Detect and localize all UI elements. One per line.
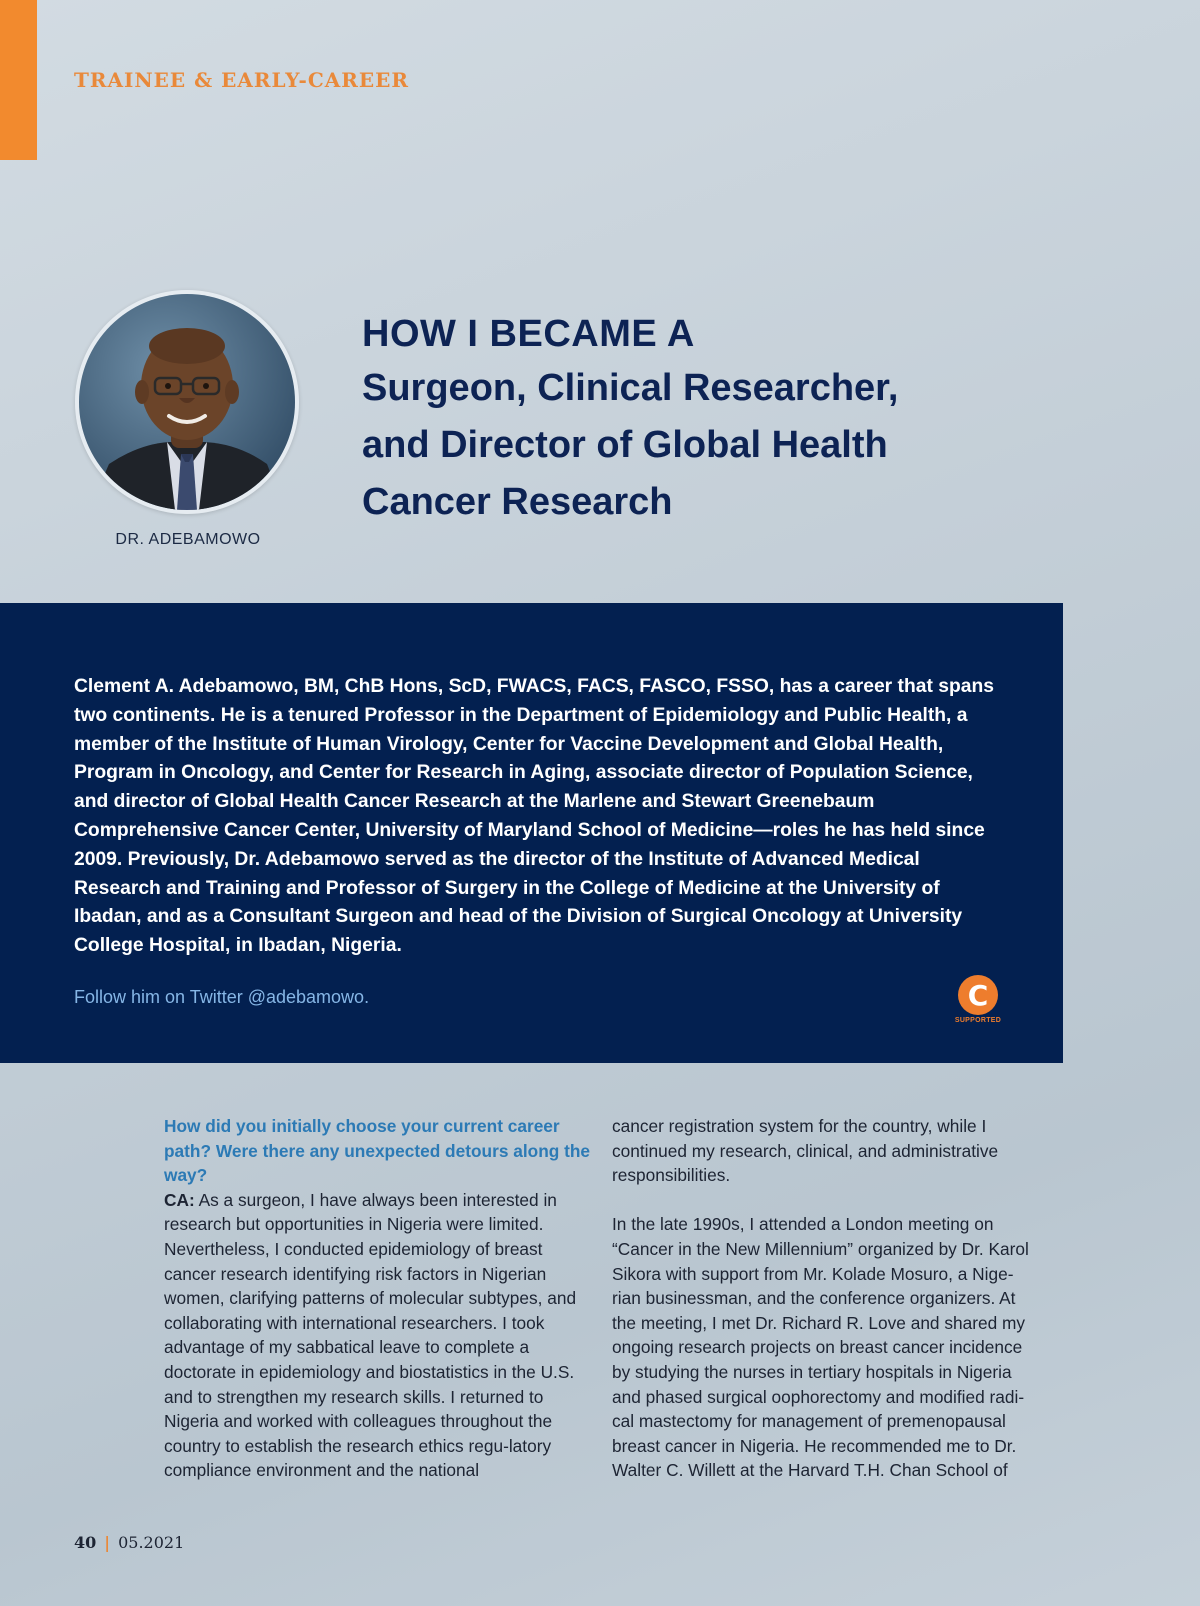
- speaker-label: CA:: [164, 1189, 195, 1210]
- headline-line: Cancer Research: [362, 481, 673, 523]
- badge-label: SUPPORTED: [954, 1017, 1002, 1024]
- page-number: 40: [74, 1533, 97, 1552]
- portrait-caption: DR. ADEBAMOWO: [115, 531, 261, 548]
- answer-paragraph: In the late 1990s, I attended a London meeting on “Cancer in the New Millennium” organized by Dr. Karol Sikora with support from Mr. Kolade Mosuro, a Nige-rian businessman, and the conference organizers. At the meeting, I met Dr. Richard R. Love and shared my ongoing research projects on breast cancer incidence by studying the nurses in tertiary hospitals in Nigeria and phased surgical oophorectomy and modified radi-cal mastectomy for management of premenopausal breast cancer in Nigeria. He recommended me to Dr. Walter C. Willett at the Harvard T.H. Chan School of: [612, 1214, 1029, 1481]
- answer-paragraph: [164, 1190, 576, 1481]
- page-footer: [74, 1533, 184, 1552]
- article-column-right: [612, 1114, 1042, 1508]
- issue-date: 05.2021: [118, 1533, 185, 1552]
- twitter-link[interactable]: Follow him on Twitter @adebamowo.: [74, 986, 370, 1007]
- interview-question: How did you initially choose your current career path? Were there any unexpected detours along the way?: [164, 1116, 591, 1186]
- headline-kicker: HOW I BECAME A: [362, 313, 695, 355]
- supported-badge: [950, 975, 1006, 1024]
- author-portrait: [75, 290, 299, 514]
- accent-bar: [0, 0, 37, 160]
- headline: [362, 308, 898, 531]
- headline-line: Surgeon, Clinical Researcher,: [362, 367, 899, 409]
- c-logo-icon: C: [958, 975, 998, 1015]
- answer-text: As a surgeon, I have always been interested in research but opportunities in Nigeria were limited. Nevertheless, I conducted epidemiology of breast cancer research identifying risk factors in Nigerian women, clarifying patterns of molecular subtypes, and collaborating with international researchers. I took advantage of my sabbatical leave to complete a doctorate in epidemiology and biostatistics in the U.S. and to strengthen my research skills. I returned to Nigeria and worked with colleagues throughout the country to establish the research ethics regu-latory compliance environment and the national: [164, 1189, 577, 1481]
- answer-continued: cancer registration system for the country, while I continued my research, clinical, and administrative responsibilities.: [612, 1116, 999, 1186]
- footer-separator: |: [104, 1533, 111, 1552]
- bio-text: Clement A. Adebamowo, BM, ChB Hons, ScD, FWACS, FACS, FASCO, FSSO, has a career that spans two continents. He is a tenured Professor in the Department of Epidemiology and Public Health, a member of the Institute of Human Virology, Center for Vaccine Development and Global Health, Program in Oncology, and Center for Research in Aging, associate director of Population Science, and director of Global Health Cancer Research at the Marlene and Stewart Greenebaum Comprehensive Cancer Center, University of Maryland School of Medicine—roles he has held since 2009. Previously, Dr. Adebamowo served as the director of the Institute of Advanced Medical Research and Training and Professor of Surgery in the College of Medicine at the University of Ibadan, and as a Consultant Surgeon and head of the Division of Surgical Oncology at University College Hospital, in Ibadan, Nigeria.: [74, 676, 994, 957]
- bio-box: [0, 603, 1063, 1063]
- article-column-left: [164, 1114, 594, 1483]
- headline-line: and Director of Global Health: [362, 424, 888, 466]
- section-label: TRAINEE & EARLY-CAREER: [74, 68, 410, 92]
